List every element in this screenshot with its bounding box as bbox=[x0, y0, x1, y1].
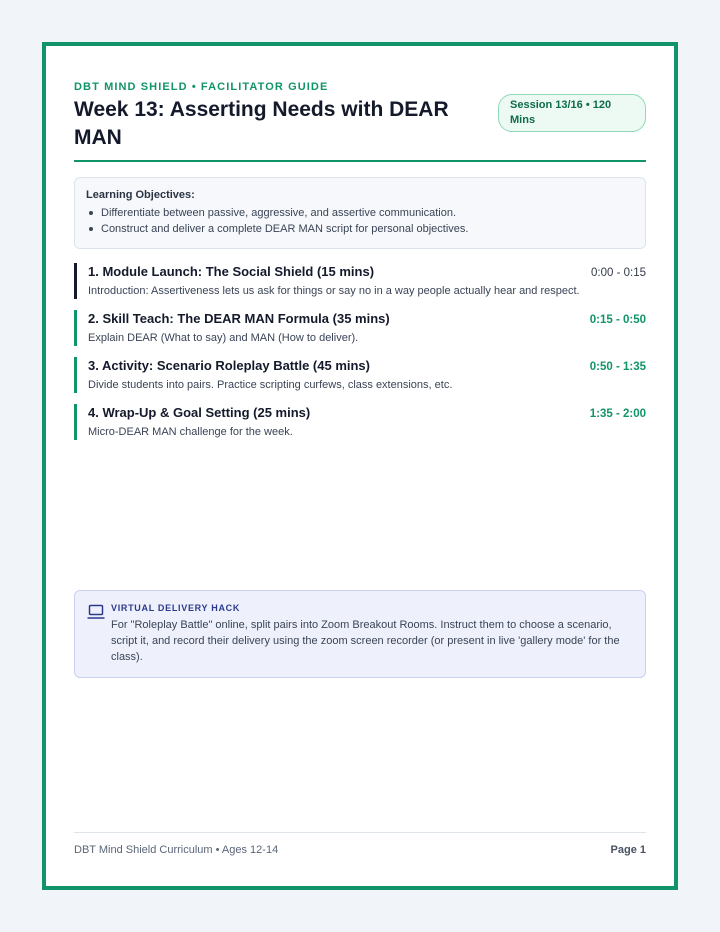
agenda-item bbox=[74, 310, 646, 346]
objective-item: Construct and deliver a complete DEAR MAN script for personal objectives. bbox=[86, 221, 634, 237]
agenda-item bbox=[74, 357, 646, 393]
agenda-item-header bbox=[88, 263, 646, 282]
agenda-item-description: Divide students into pairs. Practice scripting curfews, class extensions, etc. bbox=[88, 379, 453, 391]
laptop-icon bbox=[87, 602, 111, 665]
callout-body bbox=[111, 602, 631, 665]
guide-kicker: DBT MIND SHIELD • FACILITATOR GUIDE bbox=[74, 81, 329, 93]
learning-objectives-box bbox=[74, 177, 646, 249]
agenda-item-time: 0:15 - 0:50 bbox=[589, 314, 646, 326]
callout-title: VIRTUAL DELIVERY HACK bbox=[111, 603, 241, 613]
agenda-item bbox=[74, 404, 646, 440]
agenda-item-time: 0:50 - 1:35 bbox=[589, 361, 646, 373]
agenda-item-header bbox=[88, 404, 646, 423]
objectives-title: Learning Objectives: bbox=[86, 189, 195, 201]
agenda-item-title: 3. Activity: Scenario Roleplay Battle (45 mins) bbox=[88, 358, 370, 373]
agenda-accent-bar bbox=[74, 310, 77, 346]
agenda-accent-bar bbox=[74, 263, 77, 299]
callout-text: For "Roleplay Battle" online, split pairs into Zoom Breakout Rooms. Instruct them to choose a scenario, script it, and record their delivery using the zoom screen recorder (or present in live 'gallery mode' for the class). bbox=[111, 619, 620, 663]
document-page bbox=[42, 42, 678, 890]
footer-curriculum-label: DBT Mind Shield Curriculum • Ages 12-14 bbox=[74, 844, 279, 856]
agenda-item-description: Introduction: Assertiveness lets us ask for things or say no in a way people actually hear and respect. bbox=[88, 285, 580, 297]
page-content bbox=[74, 80, 646, 451]
agenda-item bbox=[74, 263, 646, 299]
agenda-item-header bbox=[88, 310, 646, 329]
page-footer bbox=[74, 832, 646, 858]
header-divider bbox=[74, 160, 646, 162]
agenda-item-title: 2. Skill Teach: The DEAR MAN Formula (35 mins) bbox=[88, 311, 390, 326]
agenda-item-title: 1. Module Launch: The Social Shield (15 mins) bbox=[88, 264, 375, 279]
agenda-accent-bar bbox=[74, 404, 77, 440]
agenda-accent-bar bbox=[74, 357, 77, 393]
agenda-item-header bbox=[88, 357, 646, 376]
session-badge: Session 13/16 • 120 Mins bbox=[498, 94, 646, 132]
objectives-list bbox=[86, 205, 634, 237]
header-row bbox=[74, 96, 646, 152]
agenda-item-description: Micro-DEAR MAN challenge for the week. bbox=[88, 426, 293, 438]
agenda-item-title: 4. Wrap-Up & Goal Setting (25 mins) bbox=[88, 405, 311, 420]
page-title: Week 13: Asserting Needs with DEAR MAN bbox=[74, 98, 449, 149]
agenda-item-description: Explain DEAR (What to say) and MAN (How to deliver). bbox=[88, 332, 359, 344]
objective-item: Differentiate between passive, aggressive, and assertive communication. bbox=[86, 205, 634, 221]
virtual-delivery-callout bbox=[74, 590, 646, 678]
agenda-item-time: 0:00 - 0:15 bbox=[591, 267, 646, 279]
page-number: Page 1 bbox=[610, 844, 646, 856]
agenda-list bbox=[74, 263, 646, 440]
agenda-item-time: 1:35 - 2:00 bbox=[589, 408, 646, 420]
